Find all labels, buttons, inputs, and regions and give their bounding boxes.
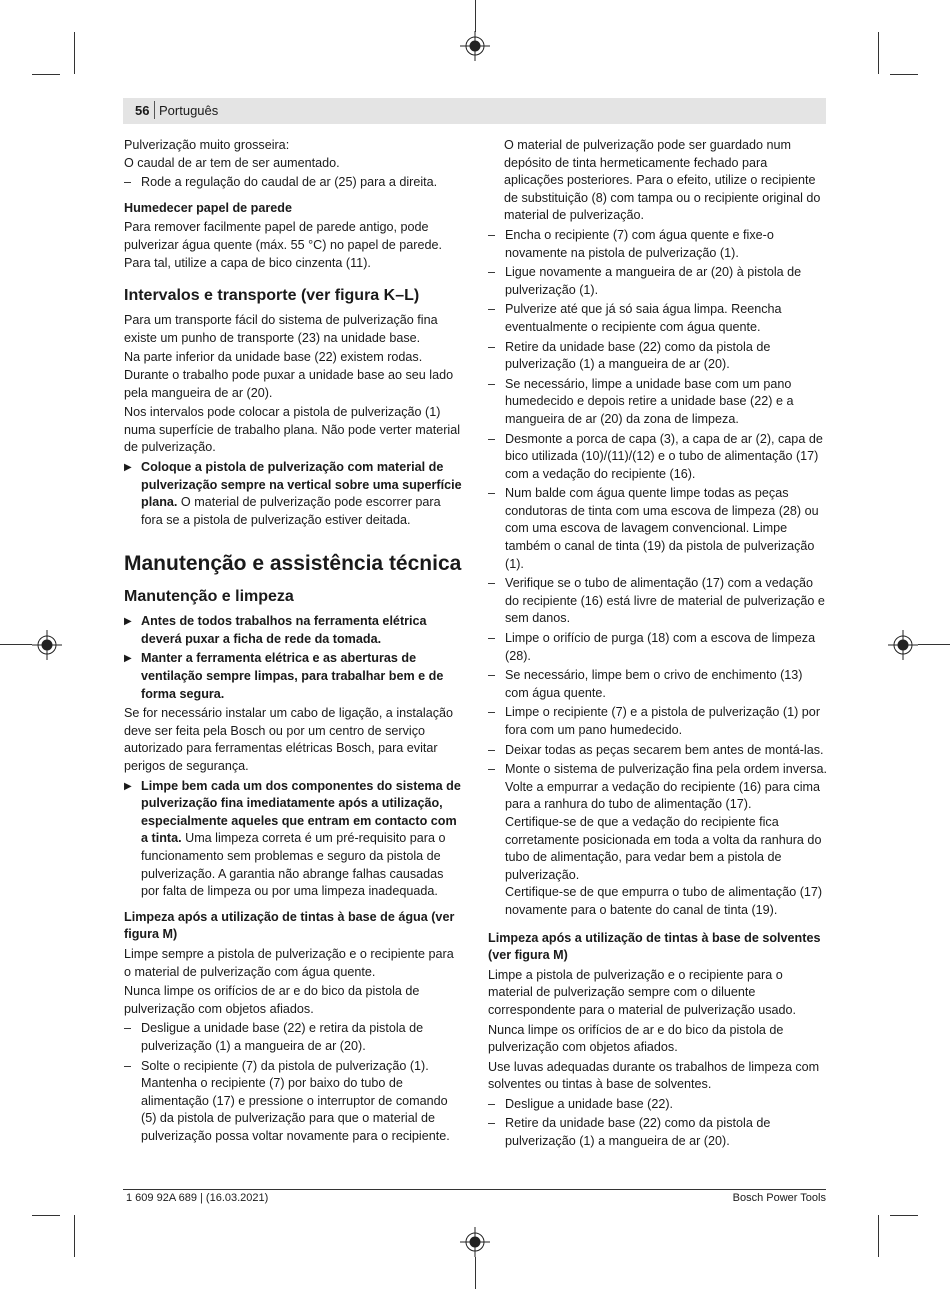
paragraph: Se for necessário instalar um cabo de ligação, a instalação deve ser feita pela Bosch ou por um centro de serviço autorizado para ferramentas elétricas Bosch, para evitar perigos de segurança. — [124, 706, 454, 774]
section-heading: Intervalos e transporte (ver figura K–L) — [124, 287, 420, 305]
paragraph: Use luvas adequadas durante os trabalhos de limpeza com solventes ou tintas à base de solventes. — [488, 1059, 820, 1092]
list-item: – Encha o recipiente (7) com água quente e fixe-o novamente na pistola de pulverização (1). — [488, 227, 828, 262]
list-item: – Desligue a unidade base (22). — [488, 1096, 828, 1114]
crop-mark — [32, 74, 60, 75]
paragraph: O material de pulverização pode ser guardado num depósito de tinta hermeticamente fechado para aplicações posteriores. Para o efeito, utilize o recipiente de substituição (8) com tampa ou o recipiente original do material de pulverização. — [504, 138, 821, 223]
list-item: – Retire da unidade base (22) como da pistola de pulverização (1) a mangueira de ar (20). — [488, 1115, 828, 1150]
paragraph: Nunca limpe os orifícios de ar e do bico da pistola de pulverização com objetos afiados. — [488, 1022, 784, 1055]
warning-item: ▶ Antes de todos trabalhos na ferramenta elétrica deverá puxar a ficha de rede da tomada. — [124, 613, 464, 648]
paragraph: Pulverização muito grosseira: — [124, 138, 290, 152]
page-number: 56 — [135, 103, 150, 118]
list-item: – Deixar todas as peças secarem bem antes de montá-las. — [488, 742, 828, 760]
registration-mark-icon — [32, 630, 62, 660]
list-item: – Solte o recipiente (7) da pistola de pulverização (1). Mantenha o recipiente (7) por baixo do tubo de alimentação (17) e pressione o interruptor de comando (5) da pistola de pulverização para que o material de pulverização possa voltar novamente para o recipiente. — [124, 1058, 464, 1146]
crop-mark — [74, 32, 75, 74]
section-heading: Limpeza após a utilização de tintas à base de solventes (ver figura M) — [488, 930, 821, 963]
list-item: – Retire da unidade base (22) como da pistola de pulverização (1) a mangueira de ar (20). — [488, 339, 828, 374]
paragraph: Limpe sempre a pistola de pulverização e o recipiente para o material de pulverização com água quente. — [124, 946, 454, 979]
left-column — [124, 137, 464, 1148]
crop-mark — [878, 1215, 879, 1257]
list-item-text: Certifique-se de que empurra o tubo de alimentação (17) novamente para o batente do canal de tinta (19). — [505, 885, 823, 917]
paragraph: Nos intervalos pode colocar a pistola de pulverização (1) numa superfície de trabalho plana. Não pode verter material de pulverização. — [124, 405, 461, 455]
header-language: Português — [159, 103, 219, 118]
crop-mark — [918, 644, 950, 645]
warning-text: O material de pulverização pode escorrer para fora se a pistola de pulverização estiver deitada. — [141, 495, 441, 527]
section-heading: Limpeza após a utilização de tintas à base de água (ver figura M) — [124, 909, 455, 942]
warning-item — [124, 778, 464, 901]
crop-mark — [74, 1215, 75, 1257]
list-item: – Limpe o orifício de purga (18) com a escova de limpeza (28). — [488, 630, 828, 665]
paragraph: Para remover facilmente papel de parede antigo, pode pulverizar água quente (máx. 55 °C) no papel de parede. Para tal, utilize a capa de bico cinzenta (11). — [124, 220, 442, 270]
list-item — [488, 761, 828, 919]
header-divider — [154, 101, 155, 119]
paragraph: Nunca limpe os orifícios de ar e do bico da pistola de pulverização com objetos afiados. — [124, 984, 420, 1016]
list-item: – Se necessário, limpe a unidade base com um pano humedecido e depois retire a unidade base (22) e a mangueira de ar (20) da zona de limpeza. — [488, 376, 828, 429]
list-item: – Pulverize até que já só saia água limpa. Reencha eventualmente o recipiente com água quente. — [488, 301, 828, 336]
crop-mark — [890, 74, 918, 75]
list-item: – Limpe o recipiente (7) e a pistola de pulverização (1) por fora com um pano humedecido. — [488, 704, 828, 739]
list-item: – Se necessário, limpe bem o crivo de enchimento (13) com água quente. — [488, 667, 828, 702]
page-header — [123, 98, 826, 124]
warning-bold: Coloque a pistola de pulverização com material de pulverização sempre na vertical sobre uma superfície plana. — [141, 459, 462, 510]
footer-brand: Bosch Power Tools — [732, 1192, 826, 1204]
paragraph: Para um transporte fácil do sistema de pulverização fina existe um punho de transporte (23) na unidade base. — [124, 313, 438, 345]
right-column — [488, 137, 828, 1153]
crop-mark — [32, 1215, 60, 1216]
warning-text: Uma limpeza correta é um pré-requisito para o funcionamento sem problemas e seguro da pistola de pulverização. A garantia não abrange falhas causadas por falta de limpeza ou por uma limpeza inadequada. — [141, 831, 446, 899]
section-heading: Humedecer papel de parede — [124, 200, 292, 215]
registration-mark-icon — [888, 630, 918, 660]
paragraph: Na parte inferior da unidade base (22) existem rodas. Durante o trabalho pode puxar a unidade base ao seu lado pela mangueira de ar (20). — [124, 350, 454, 400]
registration-mark-icon — [460, 31, 490, 61]
list-item-text: – Monte o sistema de pulverização fina pela ordem inversa. Volte a empurrar a vedação do recipiente (16) para cima para a ranhura do tubo de alimentação (17). — [505, 762, 828, 812]
crop-mark — [475, 0, 476, 32]
list-item: – Verifique se o tubo de alimentação (17) com a vedação do recipiente (16) está livre de material de pulverização e sem danos. — [488, 575, 828, 628]
list-item: – Desmonte a porca de capa (3), a capa de ar (2), capa de bico utilizada (10)/(11)/(12) e o tubo de alimentação (17) com a vedação do recipiente (16). — [488, 431, 828, 484]
list-item: – Num balde com água quente limpe todas as peças condutoras de tinta com uma escova de limpeza (28) ou com uma escova de lavagem convencional. Limpe também o canal de tinta (19) da pistola de pulverização (1). — [488, 485, 828, 573]
crop-mark — [890, 1215, 918, 1216]
chapter-title: Manutenção e assistência técnica — [124, 552, 462, 576]
list-item: – Ligue novamente a mangueira de ar (20) à pistola de pulverização (1). — [488, 264, 828, 299]
list-item: – Desligue a unidade base (22) e retira da pistola de pulverização (1) a mangueira de ar (20). — [124, 1020, 464, 1055]
section-heading: Manutenção e limpeza — [124, 588, 294, 606]
warning-item — [124, 459, 464, 529]
warning-bold: Limpe bem cada um dos componentes do sistema de pulverização fina imediatamente após a utilização, especialmente aqueles que entram em contacto com a tinta. — [141, 778, 461, 846]
list-item: – Rode a regulação do caudal de ar (25) para a direita. — [124, 174, 464, 192]
list-item-text: Certifique-se de que a vedação do recipiente fica corretamente posicionada em toda a volta da ranhura do tubo de alimentação, para vedar bem a pistola de pulverização. — [505, 814, 822, 882]
footer-doc-number: 1 609 92A 689 | (16.03.2021) — [126, 1192, 269, 1204]
crop-mark — [878, 32, 879, 74]
paragraph: Limpe a pistola de pulverização e o recipiente para o material de pulverização sempre com o diluente correspondente para o material de pulverização usado. — [488, 967, 797, 1017]
paragraph: O caudal de ar tem de ser aumentado. — [124, 155, 340, 170]
registration-mark-icon — [460, 1227, 490, 1257]
crop-mark — [0, 644, 32, 645]
footer-rule — [123, 1189, 826, 1190]
crop-mark — [475, 1257, 476, 1289]
warning-item: ▶ Manter a ferramenta elétrica e as aberturas de ventilação sempre limpas, para trabalhar bem e de forma segura. — [124, 650, 464, 703]
